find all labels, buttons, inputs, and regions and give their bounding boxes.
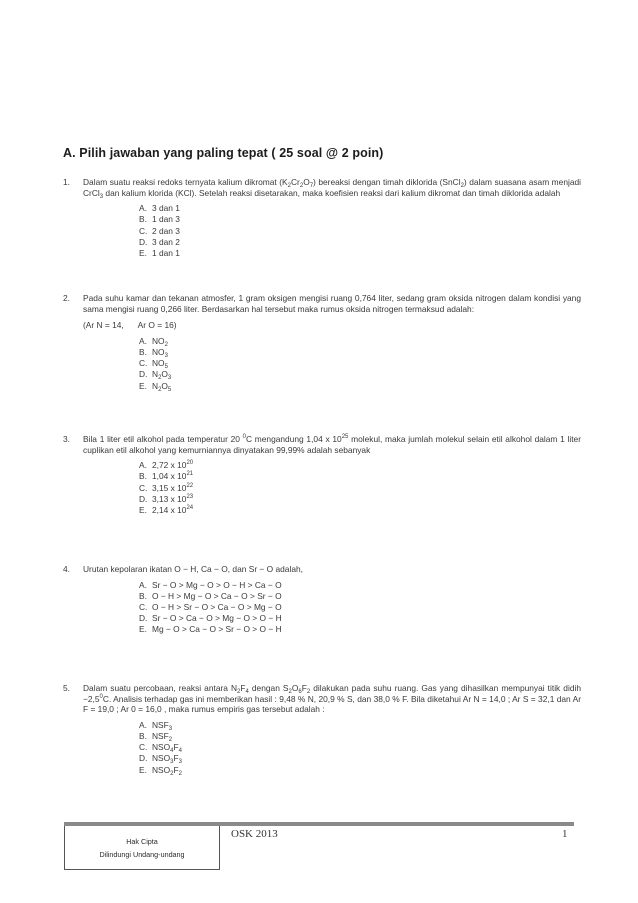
answer-option [139, 505, 581, 516]
answer-option [139, 731, 581, 742]
answer-option [139, 369, 581, 380]
option-letter: A. [139, 719, 147, 730]
answer-option [139, 720, 581, 731]
option-text: 1 dan 1 [152, 247, 180, 258]
answer-option [139, 494, 581, 505]
answer-option [139, 358, 581, 369]
option-text: $NO_5$ [152, 358, 168, 371]
option-text: 3 dan 2 [152, 236, 180, 247]
answer-options [139, 336, 581, 392]
option-text: 2,72 x $10^{20}$ [152, 460, 194, 471]
option-text: O − H > Mg − O > Ca − O > Sr − O [152, 590, 282, 601]
option-text: $NO_3$ [152, 346, 168, 359]
question-text: Pada suhu kamar dan tekanan atmosfer, 1 gram oksigen mengisi ruang 0,764 liter, sedang gram oksida nitrogen dalam kondisi yang sama mengisi ruang 0,266 liter. Berdasarkan hal tersebut maka rumus oksida nitrogen termaksud adalah: [83, 293, 581, 314]
answer-option [139, 753, 581, 764]
option-letter: B. [139, 590, 147, 601]
answer-option [139, 613, 581, 624]
option-letter: D. [139, 369, 148, 380]
option-text: $NSO_3F_3$ [152, 753, 182, 766]
answer-option [139, 591, 581, 602]
answer-option [139, 580, 581, 591]
option-letter: C. [139, 358, 148, 369]
option-letter: A. [139, 579, 147, 590]
option-text: 2 dan 3 [152, 225, 180, 236]
question-1 [63, 177, 581, 259]
option-letter: A. [139, 460, 147, 471]
option-text: $N_2O_3$ [152, 369, 172, 382]
option-letter: D. [139, 613, 148, 624]
question-5 [63, 683, 581, 776]
option-text: O − H > Sr − O > Ca − O > Mg − O [152, 601, 282, 612]
option-letter: A. [139, 335, 147, 346]
answer-option [139, 347, 581, 358]
option-text: $N_2O_5$ [152, 380, 172, 393]
answer-option [139, 460, 581, 471]
question-2 [63, 293, 581, 392]
option-letter: E. [139, 380, 147, 391]
answer-option [139, 214, 581, 225]
option-text: 3 dan 1 [152, 203, 180, 214]
exam-label: OSK 2013 [231, 828, 278, 840]
option-text: 1 dan 3 [152, 214, 180, 225]
question-text: Dalam suatu percobaan, reaksi antara $N_2F_4$ dengan $S_2O_6F_2$ dilakukan pada suhu ruang. Gas yang dihasilkan mempunyai titik didih $-2,5^0C$. Analisis terhadap gas ini memberikan hasil : 9,48 % N, 20,9 % S, dan 38,0 % F. Bila diketahui Ar N = 14,0 ; Ar S = 32,1 dan Ar F = 19,0 ; Ar 0 = 16,0 , maka rumus empiris gas tersebut adalah : [83, 683, 581, 715]
option-letter: A. [139, 203, 147, 214]
option-letter: B. [139, 730, 147, 741]
copyright-line-1: Hak Cipta [126, 836, 158, 846]
option-letter: E. [139, 247, 147, 258]
option-letter: C. [139, 601, 148, 612]
option-text: Mg − O > Ca − O > Sr − O > O − H [152, 624, 282, 635]
answer-option [139, 742, 581, 753]
answer-option [139, 237, 581, 248]
option-letter: C. [139, 225, 148, 236]
answer-option [139, 226, 581, 237]
question-number: 4. [63, 564, 70, 574]
option-letter: D. [139, 493, 148, 504]
option-text: 2,14 x $10^{24}$ [152, 504, 194, 515]
option-letter: B. [139, 214, 147, 225]
answer-option [139, 483, 581, 494]
question-number: 1. [63, 177, 70, 187]
option-text: $NSO_4F_4$ [152, 742, 182, 755]
option-text: $NSF_2$ [152, 730, 173, 743]
answer-options [139, 460, 581, 516]
option-text: Sr − O > Mg − O > O − H > Ca − O [152, 579, 282, 590]
option-text: $NSO_2F_2$ [152, 764, 182, 777]
question-number: 3. [63, 434, 70, 444]
answer-option [139, 336, 581, 347]
question-3 [63, 434, 581, 516]
option-letter: E. [139, 624, 147, 635]
option-letter: E. [139, 764, 147, 775]
question-text: Bila 1 liter etil alkohol pada temperatur 20 $^0$C mengandung 1,04 x $10^{25}$ molekul, maka jumlah molekul selain etil alkohol dalam 1 liter cuplikan etil alkohol yang kemurniannya dinyatakan 99,99% adalah sebanyak [83, 434, 581, 455]
answer-option [139, 381, 581, 392]
option-letter: B. [139, 471, 147, 482]
question-number: 2. [63, 293, 70, 303]
answer-options [139, 580, 581, 636]
answer-options [139, 203, 581, 259]
answer-options [139, 720, 581, 776]
option-text: $NSF_3$ [152, 719, 173, 732]
option-text: Sr − O > Ca − O > Mg − O > O − H [152, 613, 282, 624]
option-text: 3,13 x $10^{23}$ [152, 493, 194, 504]
copyright-line-2: Dilindungi Undang-undang [99, 849, 185, 859]
question-text: Urutan kepolaran ikatan O − H, Ca − O, dan Sr − O adalah, [83, 564, 303, 574]
question-4 [63, 564, 581, 636]
option-letter: C. [139, 742, 148, 753]
question-text: Dalam suatu reaksi redoks ternyata kalium dikromat $(K_2Cr_2O_7)$ bereaksi dengan timah diklorida (SnCl$_2$) dalam suasana asam menjadi CrCl$_3$ dan kalium klorida (KCl). Setelah reaksi disetarakan, maka koefisien reaksi dari kalium dikromat dan timah diklorida adalah [83, 177, 582, 200]
option-letter: B. [139, 346, 147, 357]
option-text: 3,15 x $10^{22}$ [152, 482, 194, 493]
option-text: 1,04 x $10^{21}$ [152, 471, 194, 482]
option-text: $NO_2$ [152, 335, 168, 348]
answer-option [139, 624, 581, 635]
option-letter: E. [139, 504, 147, 515]
page-number: 1 [562, 828, 568, 840]
answer-option [139, 765, 581, 776]
option-letter: D. [139, 236, 148, 247]
answer-option [139, 248, 581, 259]
option-letter: C. [139, 482, 148, 493]
answer-option [139, 203, 581, 214]
copyright-box [64, 826, 220, 870]
section-heading: A. Pilih jawaban yang paling tepat ( 25 soal @ 2 poin) [63, 146, 384, 160]
question-number: 5. [63, 683, 70, 693]
answer-option [139, 471, 581, 482]
question-given-data: (Ar N = 14, Ar O = 16) [83, 320, 177, 331]
answer-option [139, 602, 581, 613]
option-letter: D. [139, 753, 148, 764]
